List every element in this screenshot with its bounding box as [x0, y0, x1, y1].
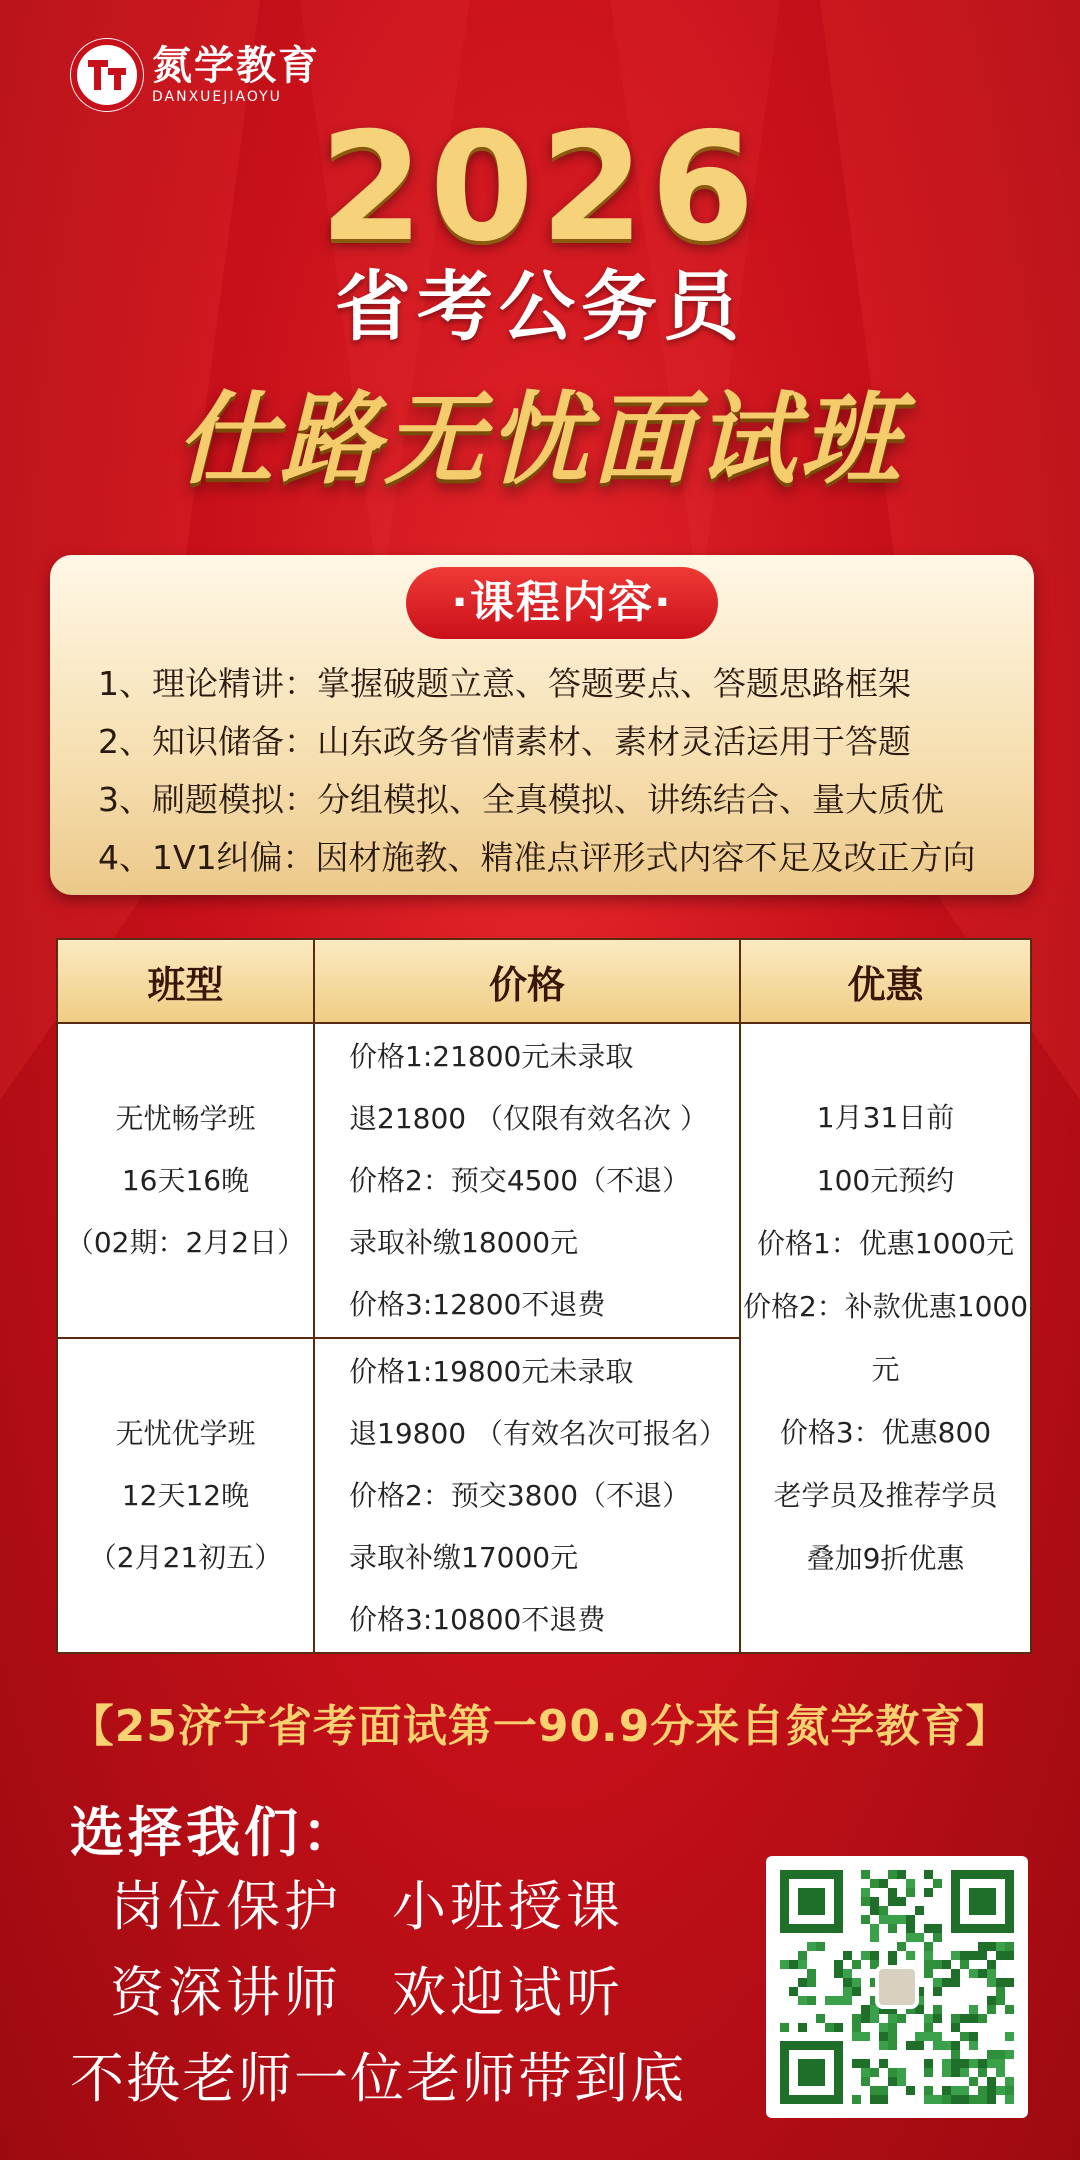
table-header-class: 班型: [57, 939, 314, 1023]
class-name: 无忧优学班: [115, 1416, 256, 1450]
price-line: 价格2：预交4500（不退）: [349, 1163, 691, 1197]
class-start: （02期：2月2日）: [65, 1225, 306, 1259]
price-line: 价格3:12800不退费: [349, 1287, 606, 1321]
price-line: 退21800 （仅限有效名次 ）: [349, 1101, 708, 1135]
feature-item: 岗位保护: [110, 1875, 342, 1938]
qr-code-icon: [766, 1856, 1028, 2118]
brand-name-cn: 氮学教育: [152, 43, 320, 89]
header-main-title: 仕路无忧面试班: [176, 381, 904, 498]
price-line: 价格1:21800元未录取: [349, 1039, 634, 1073]
discount-line: 老学员及推荐学员: [773, 1479, 998, 1512]
logo-icon: [70, 38, 144, 112]
course-title-badge: ·课程内容·: [406, 567, 718, 639]
price-line: 价格1:19800元未录取: [349, 1354, 634, 1388]
price-table: [56, 938, 1032, 1654]
class-cell: [57, 1023, 314, 1338]
header-year: 2026: [319, 101, 761, 275]
course-item: 1、理论精讲：掌握破题立意、答题要点、答题思路框架: [98, 664, 911, 703]
discount-line: 1月31日前: [816, 1101, 955, 1134]
discount-line: 价格1：优惠1000元: [756, 1227, 1015, 1260]
price-line: 退19800 （有效名次可报名）: [349, 1416, 727, 1450]
table-header-discount: 优惠: [740, 939, 1031, 1023]
price-line: 价格3:10800不退费: [349, 1602, 606, 1636]
course-item: 2、知识储备：山东政务省情素材、素材灵活运用于答题: [98, 722, 911, 761]
choose-us-title: 选择我们：: [70, 1801, 360, 1864]
class-duration: 12天12晚: [121, 1478, 250, 1512]
price-line: 价格2：预交3800（不退）: [349, 1478, 691, 1512]
price-line: 录取补缴18000元: [349, 1225, 579, 1259]
course-item: 3、刷题模拟：分组模拟、全真模拟、讲练结合、量大质优: [98, 780, 944, 819]
class-duration: 16天16晚: [121, 1163, 250, 1197]
closing-slogan: 不换老师一位老师带到底: [70, 2047, 686, 2110]
price-cell: [314, 1338, 740, 1653]
course-content-card: [50, 555, 1034, 895]
discount-line: 叠加9折优惠: [806, 1542, 965, 1575]
price-line: 录取补缴17000元: [349, 1540, 579, 1574]
course-item: 4、1V1纠偏：因材施教、精准点评形式内容不足及改正方向: [98, 838, 976, 877]
class-start: （2月21初五）: [88, 1540, 283, 1574]
course-item-list: [98, 655, 976, 887]
discount-line: 价格2：补款优惠1000元: [742, 1290, 1029, 1386]
discount-line: 100元预约: [816, 1164, 955, 1197]
brand-name-en: DANXUEJIAOYU: [152, 89, 282, 105]
achievement-banner: 【25济宁省考面试第一90.9分来自氮学教育】: [69, 1701, 1011, 1752]
class-cell: [57, 1338, 314, 1653]
class-name: 无忧畅学班: [115, 1101, 256, 1135]
feature-item: 资深讲师: [110, 1961, 342, 2024]
header-subtitle: 省考公务员: [335, 262, 745, 351]
table-row: [57, 1023, 1031, 1338]
feature-item: 欢迎试听: [392, 1961, 624, 2024]
table-header-price: 价格: [314, 939, 740, 1023]
discount-cell: [740, 1023, 1031, 1653]
qr-code[interactable]: [766, 1856, 1028, 2118]
brand-logo: [70, 38, 320, 112]
discount-line: 价格3：优惠800: [779, 1416, 992, 1449]
feature-item: 小班授课: [392, 1875, 624, 1938]
price-cell: [314, 1023, 740, 1338]
